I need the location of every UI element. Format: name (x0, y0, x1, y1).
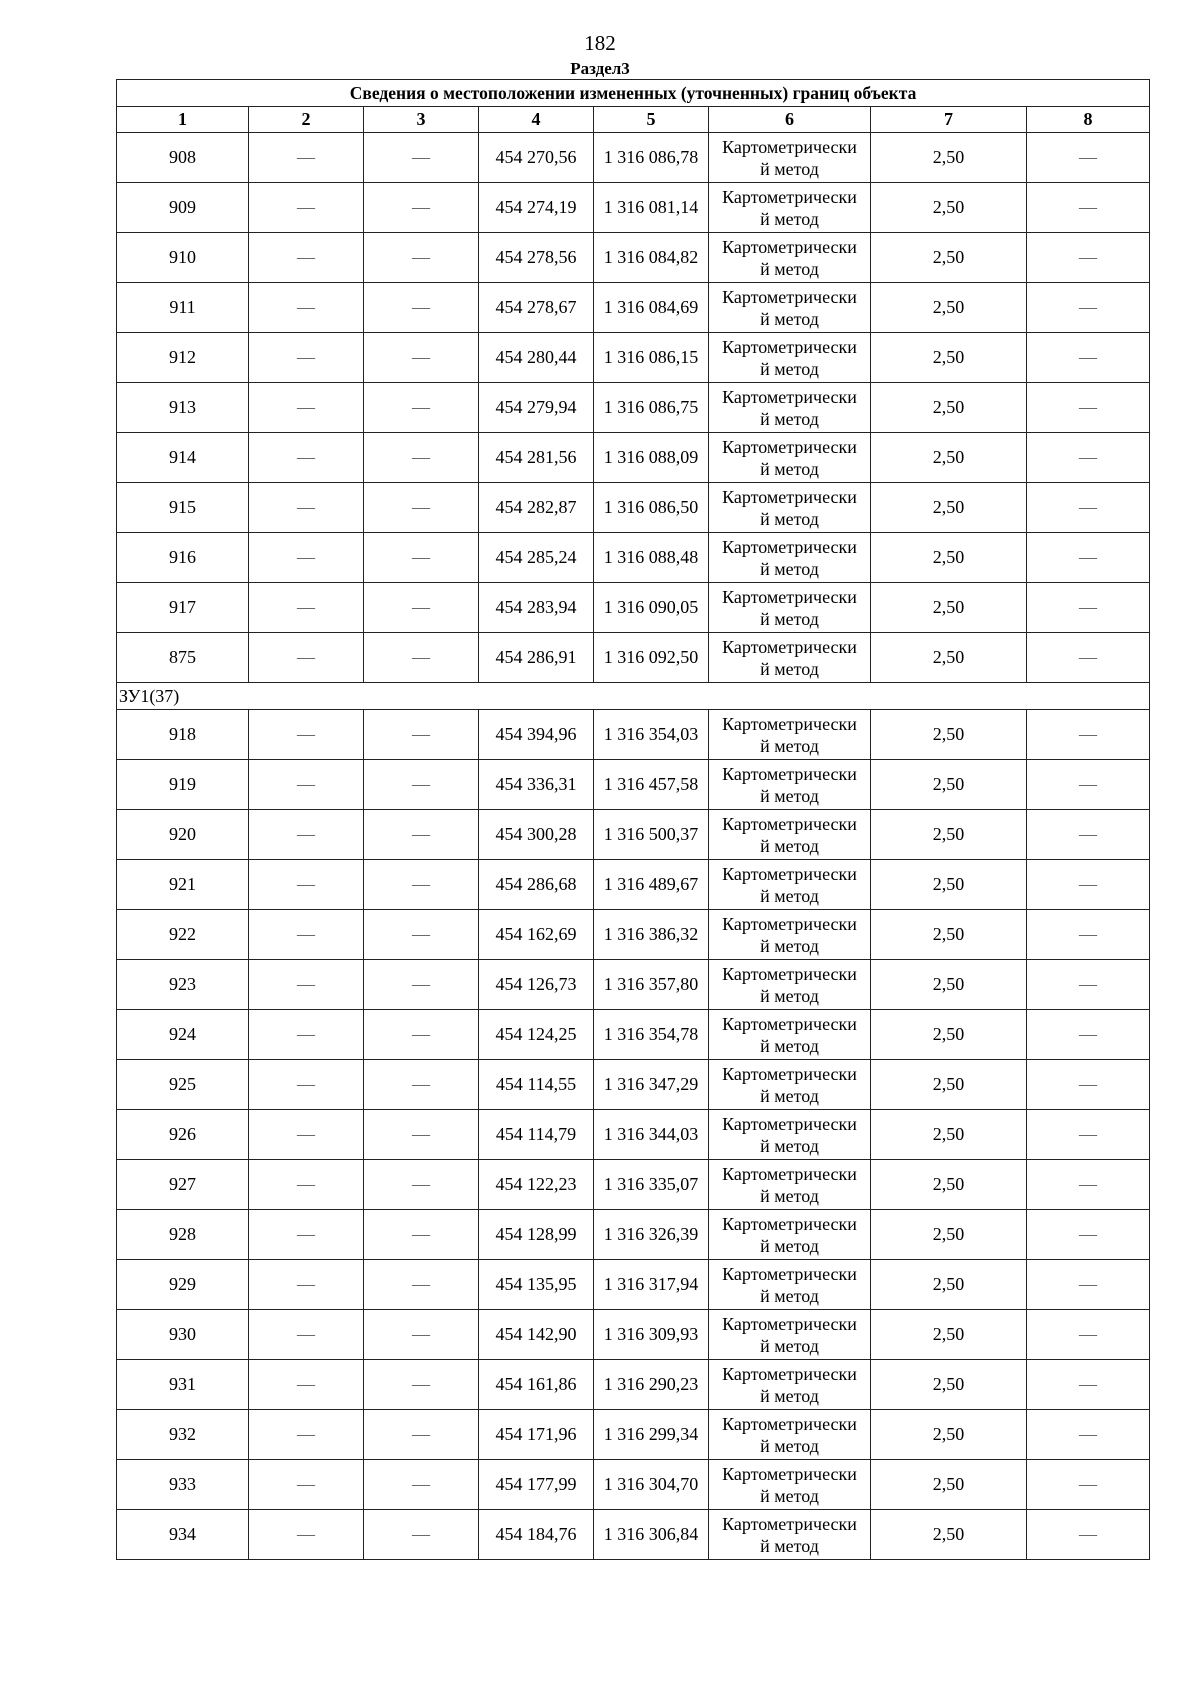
col-3-cell: — (364, 860, 479, 910)
x-coordinate-cell: 454 171,96 (479, 1410, 594, 1460)
accuracy-cell: 2,50 (871, 910, 1027, 960)
col-3-cell: — (364, 533, 479, 583)
point-number-cell: 920 (117, 810, 249, 860)
col-8-cell: — (1027, 1060, 1150, 1110)
col-2-cell: — (249, 1460, 364, 1510)
point-number-cell: 931 (117, 1360, 249, 1410)
accuracy-cell: 2,50 (871, 810, 1027, 860)
col-8-cell: — (1027, 1360, 1150, 1410)
point-number-cell: 927 (117, 1160, 249, 1210)
point-number-cell: 910 (117, 233, 249, 283)
table-row (117, 183, 1150, 233)
col-3-cell: — (364, 1360, 479, 1410)
col-2-cell: — (249, 860, 364, 910)
table-caption: Сведения о местоположении измененных (уточненных) границ объекта (117, 80, 1150, 107)
x-coordinate-cell: 454 336,31 (479, 760, 594, 810)
col-2-cell: — (249, 960, 364, 1010)
y-coordinate-cell: 1 316 086,78 (594, 133, 709, 183)
x-coordinate-cell: 454 280,44 (479, 333, 594, 383)
table-row (117, 233, 1150, 283)
col-2-cell: — (249, 1260, 364, 1310)
table-row (117, 1110, 1150, 1160)
method-cell: Картометрически й метод (709, 860, 871, 910)
y-coordinate-cell: 1 316 084,82 (594, 233, 709, 283)
column-number-2: 2 (249, 107, 364, 133)
x-coordinate-cell: 454 286,68 (479, 860, 594, 910)
accuracy-cell: 2,50 (871, 633, 1027, 683)
col-3-cell: — (364, 1010, 479, 1060)
x-coordinate-cell: 454 283,94 (479, 583, 594, 633)
y-coordinate-cell: 1 316 299,34 (594, 1410, 709, 1460)
method-cell: Картометрически й метод (709, 333, 871, 383)
method-cell: Картометрически й метод (709, 133, 871, 183)
accuracy-cell: 2,50 (871, 1310, 1027, 1360)
accuracy-cell: 2,50 (871, 1210, 1027, 1260)
table-row (117, 1010, 1150, 1060)
y-coordinate-cell: 1 316 086,75 (594, 383, 709, 433)
method-cell: Картометрически й метод (709, 1210, 871, 1260)
accuracy-cell: 2,50 (871, 533, 1027, 583)
col-8-cell: — (1027, 710, 1150, 760)
col-8-cell: — (1027, 1310, 1150, 1360)
col-2-cell: — (249, 1310, 364, 1360)
col-3-cell: — (364, 1310, 479, 1360)
accuracy-cell: 2,50 (871, 710, 1027, 760)
method-cell: Картометрически й метод (709, 810, 871, 860)
col-2-cell: — (249, 283, 364, 333)
boundary-coordinates-table (116, 79, 1150, 1560)
x-coordinate-cell: 454 126,73 (479, 960, 594, 1010)
col-3-cell: — (364, 233, 479, 283)
column-number-3: 3 (364, 107, 479, 133)
table-row (117, 960, 1150, 1010)
y-coordinate-cell: 1 316 489,67 (594, 860, 709, 910)
col-8-cell: — (1027, 483, 1150, 533)
section-title: Раздел3 (570, 59, 630, 78)
y-coordinate-cell: 1 316 354,78 (594, 1010, 709, 1060)
col-3-cell: — (364, 810, 479, 860)
accuracy-cell: 2,50 (871, 233, 1027, 283)
accuracy-cell: 2,50 (871, 383, 1027, 433)
col-3-cell: — (364, 1410, 479, 1460)
table-row (117, 1060, 1150, 1110)
col-8-cell: — (1027, 383, 1150, 433)
x-coordinate-cell: 454 285,24 (479, 533, 594, 583)
method-cell: Картометрически й метод (709, 1160, 871, 1210)
y-coordinate-cell: 1 316 081,14 (594, 183, 709, 233)
col-2-cell: — (249, 1510, 364, 1560)
method-cell: Картометрически й метод (709, 583, 871, 633)
method-cell: Картометрически й метод (709, 183, 871, 233)
point-number-cell: 925 (117, 1060, 249, 1110)
col-3-cell: — (364, 1110, 479, 1160)
table-row (117, 860, 1150, 910)
y-coordinate-cell: 1 316 317,94 (594, 1260, 709, 1310)
col-2-cell: — (249, 1410, 364, 1460)
col-3-cell: — (364, 483, 479, 533)
accuracy-cell: 2,50 (871, 183, 1027, 233)
accuracy-cell: 2,50 (871, 860, 1027, 910)
x-coordinate-cell: 454 142,90 (479, 1310, 594, 1360)
page-number: 182 (584, 31, 616, 55)
col-2-cell: — (249, 233, 364, 283)
method-cell: Картометрически й метод (709, 910, 871, 960)
col-3-cell: — (364, 1060, 479, 1110)
x-coordinate-cell: 454 300,28 (479, 810, 594, 860)
table-row (117, 633, 1150, 683)
col-2-cell: — (249, 133, 364, 183)
table-row (117, 433, 1150, 483)
accuracy-cell: 2,50 (871, 133, 1027, 183)
y-coordinate-cell: 1 316 344,03 (594, 1110, 709, 1160)
col-3-cell: — (364, 1210, 479, 1260)
col-2-cell: — (249, 1110, 364, 1160)
method-cell: Картометрически й метод (709, 383, 871, 433)
method-cell: Картометрически й метод (709, 1260, 871, 1310)
method-cell: Картометрически й метод (709, 1010, 871, 1060)
accuracy-cell: 2,50 (871, 1110, 1027, 1160)
col-2-cell: — (249, 760, 364, 810)
point-number-cell: 908 (117, 133, 249, 183)
x-coordinate-cell: 454 274,19 (479, 183, 594, 233)
y-coordinate-cell: 1 316 386,32 (594, 910, 709, 960)
col-2-cell: — (249, 1010, 364, 1060)
method-cell: Картометрически й метод (709, 710, 871, 760)
accuracy-cell: 2,50 (871, 1160, 1027, 1210)
col-2-cell: — (249, 910, 364, 960)
point-number-cell: 916 (117, 533, 249, 583)
col-8-cell: — (1027, 1110, 1150, 1160)
method-cell: Картометрически й метод (709, 1060, 871, 1110)
table-row (117, 1360, 1150, 1410)
col-8-cell: — (1027, 760, 1150, 810)
method-cell: Картометрически й метод (709, 433, 871, 483)
y-coordinate-cell: 1 316 354,03 (594, 710, 709, 760)
col-8-cell: — (1027, 633, 1150, 683)
x-coordinate-cell: 454 281,56 (479, 433, 594, 483)
point-number-cell: 934 (117, 1510, 249, 1560)
col-2-cell: — (249, 183, 364, 233)
point-number-cell: 912 (117, 333, 249, 383)
accuracy-cell: 2,50 (871, 1460, 1027, 1510)
method-cell: Картометрически й метод (709, 1110, 871, 1160)
y-coordinate-cell: 1 316 304,70 (594, 1460, 709, 1510)
point-number-cell: 932 (117, 1410, 249, 1460)
table-row (117, 333, 1150, 383)
y-coordinate-cell: 1 316 290,23 (594, 1360, 709, 1410)
accuracy-cell: 2,50 (871, 583, 1027, 633)
table-body (117, 133, 1150, 1560)
y-coordinate-cell: 1 316 090,05 (594, 583, 709, 633)
col-8-cell: — (1027, 1210, 1150, 1260)
column-number-6: 6 (709, 107, 871, 133)
table-row (117, 760, 1150, 810)
col-3-cell: — (364, 1460, 479, 1510)
x-coordinate-cell: 454 128,99 (479, 1210, 594, 1260)
table-row (117, 910, 1150, 960)
table-row (117, 1210, 1150, 1260)
table-row (117, 483, 1150, 533)
point-number-cell: 875 (117, 633, 249, 683)
method-cell: Картометрически й метод (709, 1460, 871, 1510)
col-3-cell: — (364, 333, 479, 383)
x-coordinate-cell: 454 161,86 (479, 1360, 594, 1410)
x-coordinate-cell: 454 124,25 (479, 1010, 594, 1060)
table-row (117, 133, 1150, 183)
table-row (117, 710, 1150, 760)
table-row (117, 383, 1150, 433)
x-coordinate-cell: 454 162,69 (479, 910, 594, 960)
col-2-cell: — (249, 633, 364, 683)
col-8-cell: — (1027, 1160, 1150, 1210)
col-8-cell: — (1027, 1510, 1150, 1560)
col-2-cell: — (249, 1360, 364, 1410)
method-cell: Картометрически й метод (709, 283, 871, 333)
accuracy-cell: 2,50 (871, 1010, 1027, 1060)
col-8-cell: — (1027, 333, 1150, 383)
table-row (117, 1260, 1150, 1310)
x-coordinate-cell: 454 114,79 (479, 1110, 594, 1160)
col-2-cell: — (249, 383, 364, 433)
method-cell: Картометрически й метод (709, 533, 871, 583)
accuracy-cell: 2,50 (871, 1410, 1027, 1460)
col-8-cell: — (1027, 960, 1150, 1010)
col-3-cell: — (364, 1260, 479, 1310)
col-3-cell: — (364, 910, 479, 960)
table-row (117, 283, 1150, 333)
accuracy-cell: 2,50 (871, 433, 1027, 483)
point-number-cell: 913 (117, 383, 249, 433)
col-3-cell: — (364, 1510, 479, 1560)
col-2-cell: — (249, 710, 364, 760)
x-coordinate-cell: 454 270,56 (479, 133, 594, 183)
col-2-cell: — (249, 433, 364, 483)
point-number-cell: 933 (117, 1460, 249, 1510)
method-cell: Картометрически й метод (709, 960, 871, 1010)
method-cell: Картометрически й метод (709, 1410, 871, 1460)
col-8-cell: — (1027, 1260, 1150, 1310)
x-coordinate-cell: 454 184,76 (479, 1510, 594, 1560)
y-coordinate-cell: 1 316 309,93 (594, 1310, 709, 1360)
point-number-cell: 911 (117, 283, 249, 333)
x-coordinate-cell: 454 282,87 (479, 483, 594, 533)
col-8-cell: — (1027, 910, 1150, 960)
method-cell: Картометрически й метод (709, 760, 871, 810)
col-8-cell: — (1027, 583, 1150, 633)
point-number-cell: 930 (117, 1310, 249, 1360)
method-cell: Картометрически й метод (709, 633, 871, 683)
point-number-cell: 919 (117, 760, 249, 810)
col-3-cell: — (364, 710, 479, 760)
point-number-cell: 926 (117, 1110, 249, 1160)
column-number-5: 5 (594, 107, 709, 133)
x-coordinate-cell: 454 177,99 (479, 1460, 594, 1510)
method-cell: Картометрически й метод (709, 483, 871, 533)
col-2-cell: — (249, 533, 364, 583)
point-number-cell: 924 (117, 1010, 249, 1060)
col-8-cell: — (1027, 810, 1150, 860)
accuracy-cell: 2,50 (871, 483, 1027, 533)
col-3-cell: — (364, 283, 479, 333)
col-2-cell: — (249, 1060, 364, 1110)
col-8-cell: — (1027, 860, 1150, 910)
col-8-cell: — (1027, 1410, 1150, 1460)
col-3-cell: — (364, 133, 479, 183)
x-coordinate-cell: 454 278,56 (479, 233, 594, 283)
column-number-7: 7 (871, 107, 1027, 133)
y-coordinate-cell: 1 316 086,15 (594, 333, 709, 383)
table-row (117, 810, 1150, 860)
table-row (117, 1510, 1150, 1560)
col-2-cell: — (249, 333, 364, 383)
accuracy-cell: 2,50 (871, 333, 1027, 383)
col-2-cell: — (249, 1210, 364, 1260)
col-8-cell: — (1027, 533, 1150, 583)
accuracy-cell: 2,50 (871, 1060, 1027, 1110)
point-number-cell: 915 (117, 483, 249, 533)
x-coordinate-cell: 454 278,67 (479, 283, 594, 333)
y-coordinate-cell: 1 316 500,37 (594, 810, 709, 860)
column-number-4: 4 (479, 107, 594, 133)
method-cell: Картометрически й метод (709, 1360, 871, 1410)
point-number-cell: 917 (117, 583, 249, 633)
col-3-cell: — (364, 583, 479, 633)
column-number-1: 1 (117, 107, 249, 133)
col-2-cell: — (249, 810, 364, 860)
y-coordinate-cell: 1 316 088,48 (594, 533, 709, 583)
x-coordinate-cell: 454 135,95 (479, 1260, 594, 1310)
table-row (117, 1460, 1150, 1510)
accuracy-cell: 2,50 (871, 283, 1027, 333)
y-coordinate-cell: 1 316 357,80 (594, 960, 709, 1010)
accuracy-cell: 2,50 (871, 1510, 1027, 1560)
col-3-cell: — (364, 760, 479, 810)
col-3-cell: — (364, 960, 479, 1010)
accuracy-cell: 2,50 (871, 1360, 1027, 1410)
y-coordinate-cell: 1 316 306,84 (594, 1510, 709, 1560)
table-row (117, 1410, 1150, 1460)
table-row (117, 583, 1150, 633)
method-cell: Картометрически й метод (709, 233, 871, 283)
point-number-cell: 921 (117, 860, 249, 910)
group-row (117, 683, 1150, 710)
x-coordinate-cell: 454 114,55 (479, 1060, 594, 1110)
col-3-cell: — (364, 183, 479, 233)
table-row (117, 1310, 1150, 1360)
y-coordinate-cell: 1 316 457,58 (594, 760, 709, 810)
column-number-8: 8 (1027, 107, 1150, 133)
col-8-cell: — (1027, 233, 1150, 283)
y-coordinate-cell: 1 316 088,09 (594, 433, 709, 483)
column-number-row (117, 107, 1150, 133)
table-row (117, 533, 1150, 583)
y-coordinate-cell: 1 316 092,50 (594, 633, 709, 683)
col-3-cell: — (364, 633, 479, 683)
y-coordinate-cell: 1 316 347,29 (594, 1060, 709, 1110)
table-row (117, 1160, 1150, 1210)
point-number-cell: 923 (117, 960, 249, 1010)
col-8-cell: — (1027, 1010, 1150, 1060)
col-3-cell: — (364, 1160, 479, 1210)
point-number-cell: 928 (117, 1210, 249, 1260)
x-coordinate-cell: 454 279,94 (479, 383, 594, 433)
col-8-cell: — (1027, 283, 1150, 333)
x-coordinate-cell: 454 122,23 (479, 1160, 594, 1210)
point-number-cell: 929 (117, 1260, 249, 1310)
point-number-cell: 918 (117, 710, 249, 760)
col-8-cell: — (1027, 1460, 1150, 1510)
method-cell: Картометрически й метод (709, 1510, 871, 1560)
y-coordinate-cell: 1 316 084,69 (594, 283, 709, 333)
method-cell: Картометрически й метод (709, 1310, 871, 1360)
x-coordinate-cell: 454 394,96 (479, 710, 594, 760)
y-coordinate-cell: 1 316 326,39 (594, 1210, 709, 1260)
col-2-cell: — (249, 1160, 364, 1210)
col-3-cell: — (364, 433, 479, 483)
group-label: ЗУ1(37) (117, 683, 1150, 710)
col-3-cell: — (364, 383, 479, 433)
col-2-cell: — (249, 583, 364, 633)
y-coordinate-cell: 1 316 335,07 (594, 1160, 709, 1210)
col-8-cell: — (1027, 133, 1150, 183)
y-coordinate-cell: 1 316 086,50 (594, 483, 709, 533)
point-number-cell: 922 (117, 910, 249, 960)
accuracy-cell: 2,50 (871, 1260, 1027, 1310)
col-8-cell: — (1027, 183, 1150, 233)
point-number-cell: 914 (117, 433, 249, 483)
x-coordinate-cell: 454 286,91 (479, 633, 594, 683)
col-8-cell: — (1027, 433, 1150, 483)
accuracy-cell: 2,50 (871, 760, 1027, 810)
point-number-cell: 909 (117, 183, 249, 233)
accuracy-cell: 2,50 (871, 960, 1027, 1010)
col-2-cell: — (249, 483, 364, 533)
